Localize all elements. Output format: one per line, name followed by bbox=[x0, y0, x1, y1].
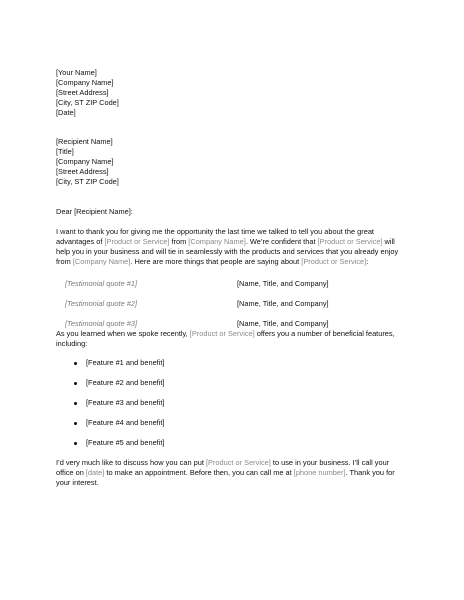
features-intro-paragraph bbox=[56, 329, 400, 349]
sender-city: [City, ST ZIP Code] bbox=[56, 98, 119, 107]
sender-company: [Company Name] bbox=[56, 78, 114, 87]
list-item bbox=[74, 358, 400, 368]
product-placeholder: [Product or Service] bbox=[301, 257, 367, 266]
closing-text-3: to make an appointment. Before then, you can call me at bbox=[104, 468, 294, 477]
intro-text-2: from bbox=[169, 237, 189, 246]
recipient-title: [Title] bbox=[56, 147, 74, 156]
testimonial-quote: [Testimonial quote #1] bbox=[65, 279, 138, 288]
testimonial-row bbox=[65, 309, 329, 329]
intro-text-1: I want to thank you for giving me the opportunity the last time we talked to tell you about the great advantages of bbox=[56, 227, 374, 246]
sender-street: [Street Address] bbox=[56, 88, 109, 97]
product-placeholder: [Product or Service] bbox=[104, 237, 170, 246]
feature-text: [Feature #5 and benefit] bbox=[86, 438, 165, 447]
company-placeholder: [Company Name] bbox=[72, 257, 131, 266]
product-placeholder: [Product or Service] bbox=[317, 237, 383, 246]
product-placeholder: [Product or Service] bbox=[189, 329, 255, 338]
testimonial-source: [Name, Title, and Company] bbox=[237, 299, 329, 308]
recipient-company: [Company Name] bbox=[56, 157, 114, 166]
date-placeholder: [date] bbox=[85, 468, 105, 477]
bullet-icon bbox=[74, 442, 77, 445]
phone-placeholder: [phone number] bbox=[293, 468, 346, 477]
list-item bbox=[74, 398, 400, 408]
list-item bbox=[74, 378, 400, 388]
intro-text-5: . Here are more things that people are saying about bbox=[130, 257, 302, 266]
feature-text: [Feature #1 and benefit] bbox=[86, 358, 165, 367]
bullet-icon bbox=[74, 402, 77, 405]
company-placeholder: [Company Name] bbox=[188, 237, 246, 246]
salutation: Dear [Recipient Name]: bbox=[56, 207, 133, 216]
bullet-icon bbox=[74, 382, 77, 385]
bullet-icon bbox=[74, 422, 77, 425]
testimonial-source: [Name, Title, and Company] bbox=[237, 279, 329, 288]
testimonials-table bbox=[65, 279, 329, 329]
recipient-city: [City, ST ZIP Code] bbox=[56, 177, 119, 186]
sender-name: [Your Name] bbox=[56, 68, 97, 77]
closing-text-2: to use in your business. I’ll call your office on bbox=[56, 458, 390, 477]
feature-text: [Feature #3 and benefit] bbox=[86, 398, 165, 407]
list-item bbox=[74, 438, 400, 448]
recipient-address-block bbox=[56, 137, 400, 187]
bullet-icon bbox=[74, 362, 77, 365]
testimonial-quote: [Testimonial quote #2] bbox=[65, 299, 138, 308]
closing-text-4: . Thank you for your interest. bbox=[56, 468, 395, 487]
testimonial-row bbox=[65, 289, 329, 309]
list-item bbox=[74, 418, 400, 428]
recipient-name: [Recipient Name] bbox=[56, 137, 113, 146]
closing-paragraph bbox=[56, 458, 400, 488]
intro-paragraph bbox=[56, 227, 400, 267]
closing-text-1: I’d very much like to discuss how you can put bbox=[56, 458, 206, 467]
sender-address-block bbox=[56, 68, 400, 118]
recipient-street: [Street Address] bbox=[56, 167, 109, 176]
features-intro-text-2: offers you a number of beneficial features, including: bbox=[56, 329, 395, 348]
intro-text-4: will help you in your business and will tie in seamlessly with the products and services that you already enjoy from bbox=[56, 237, 399, 266]
testimonial-source: [Name, Title, and Company] bbox=[237, 319, 329, 328]
intro-text-6: : bbox=[366, 257, 369, 266]
features-list bbox=[56, 358, 400, 448]
features-intro-text-1: As you learned when we spoke recently, bbox=[56, 329, 190, 338]
testimonial-quote: [Testimonial quote #3] bbox=[65, 319, 138, 328]
product-placeholder: [Product or Service] bbox=[205, 458, 271, 467]
intro-text-3: . We’re confident that bbox=[245, 237, 318, 246]
feature-text: [Feature #2 and benefit] bbox=[86, 378, 165, 387]
letter-date: [Date] bbox=[56, 108, 76, 117]
feature-text: [Feature #4 and benefit] bbox=[86, 418, 165, 427]
testimonial-row bbox=[65, 279, 329, 289]
